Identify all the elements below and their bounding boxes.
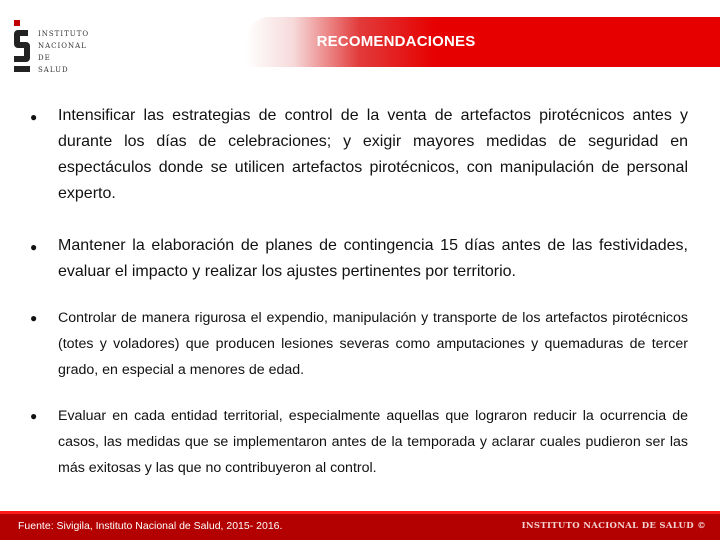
- bullet-icon: ●: [30, 110, 38, 124]
- logo-text: [38, 28, 102, 76]
- footer-source: Fuente: Sivigila, Instituto Nacional de Salud, 2015- 2016.: [18, 520, 283, 532]
- list-item: [28, 305, 688, 383]
- ins-logo-icon: [12, 18, 32, 74]
- footer-brand: INSTITUTO NACIONAL DE SALUD ©: [521, 521, 706, 531]
- list-item-text: Mantener la elaboración de planes de contingencia 15 días antes de las festividades, evaluar el impacto y realizar los ajustes pertinentes por territorio.: [58, 237, 688, 280]
- list-item-text: Controlar de manera rigurosa el expendio, manipulación y transporte de los artefactos pirotécnicos (totes y voladores) que producen lesiones severas como amputaciones y quemaduras de tercer grado, en especial a menores de edad.: [58, 310, 688, 378]
- bullet-icon: ●: [30, 311, 38, 325]
- recommendation-list: [28, 103, 688, 481]
- logo-line: SALUD: [38, 66, 69, 74]
- institution-logo: [12, 18, 102, 76]
- page-title: RECOMENDACIONES: [316, 33, 476, 50]
- logo-line: INSTITUTO: [38, 30, 90, 38]
- list-item: [28, 103, 688, 207]
- bullet-icon: ●: [30, 409, 38, 423]
- list-item: [28, 403, 688, 481]
- list-item-text: Evaluar en cada entidad territorial, especialmente aquellas que lograron reducir la ocurrencia de casos, las medidas que se implementaron antes de la temporada y aclarar cuales pudieron ser las más exitosas y las que no contribuyeron al control.: [58, 408, 688, 476]
- list-item-text: Intensificar las estrategias de control de la venta de artefactos pirotécnicos antes y durante los días de celebraciones; y exigir mayores medidas de seguridad en espectáculos donde se utilicen artefactos pirotécnicos, con manipulación de personal experto.: [58, 107, 688, 202]
- bullet-icon: ●: [30, 240, 38, 254]
- list-item: [28, 233, 688, 285]
- logo-line: NACIONAL DE: [38, 42, 87, 62]
